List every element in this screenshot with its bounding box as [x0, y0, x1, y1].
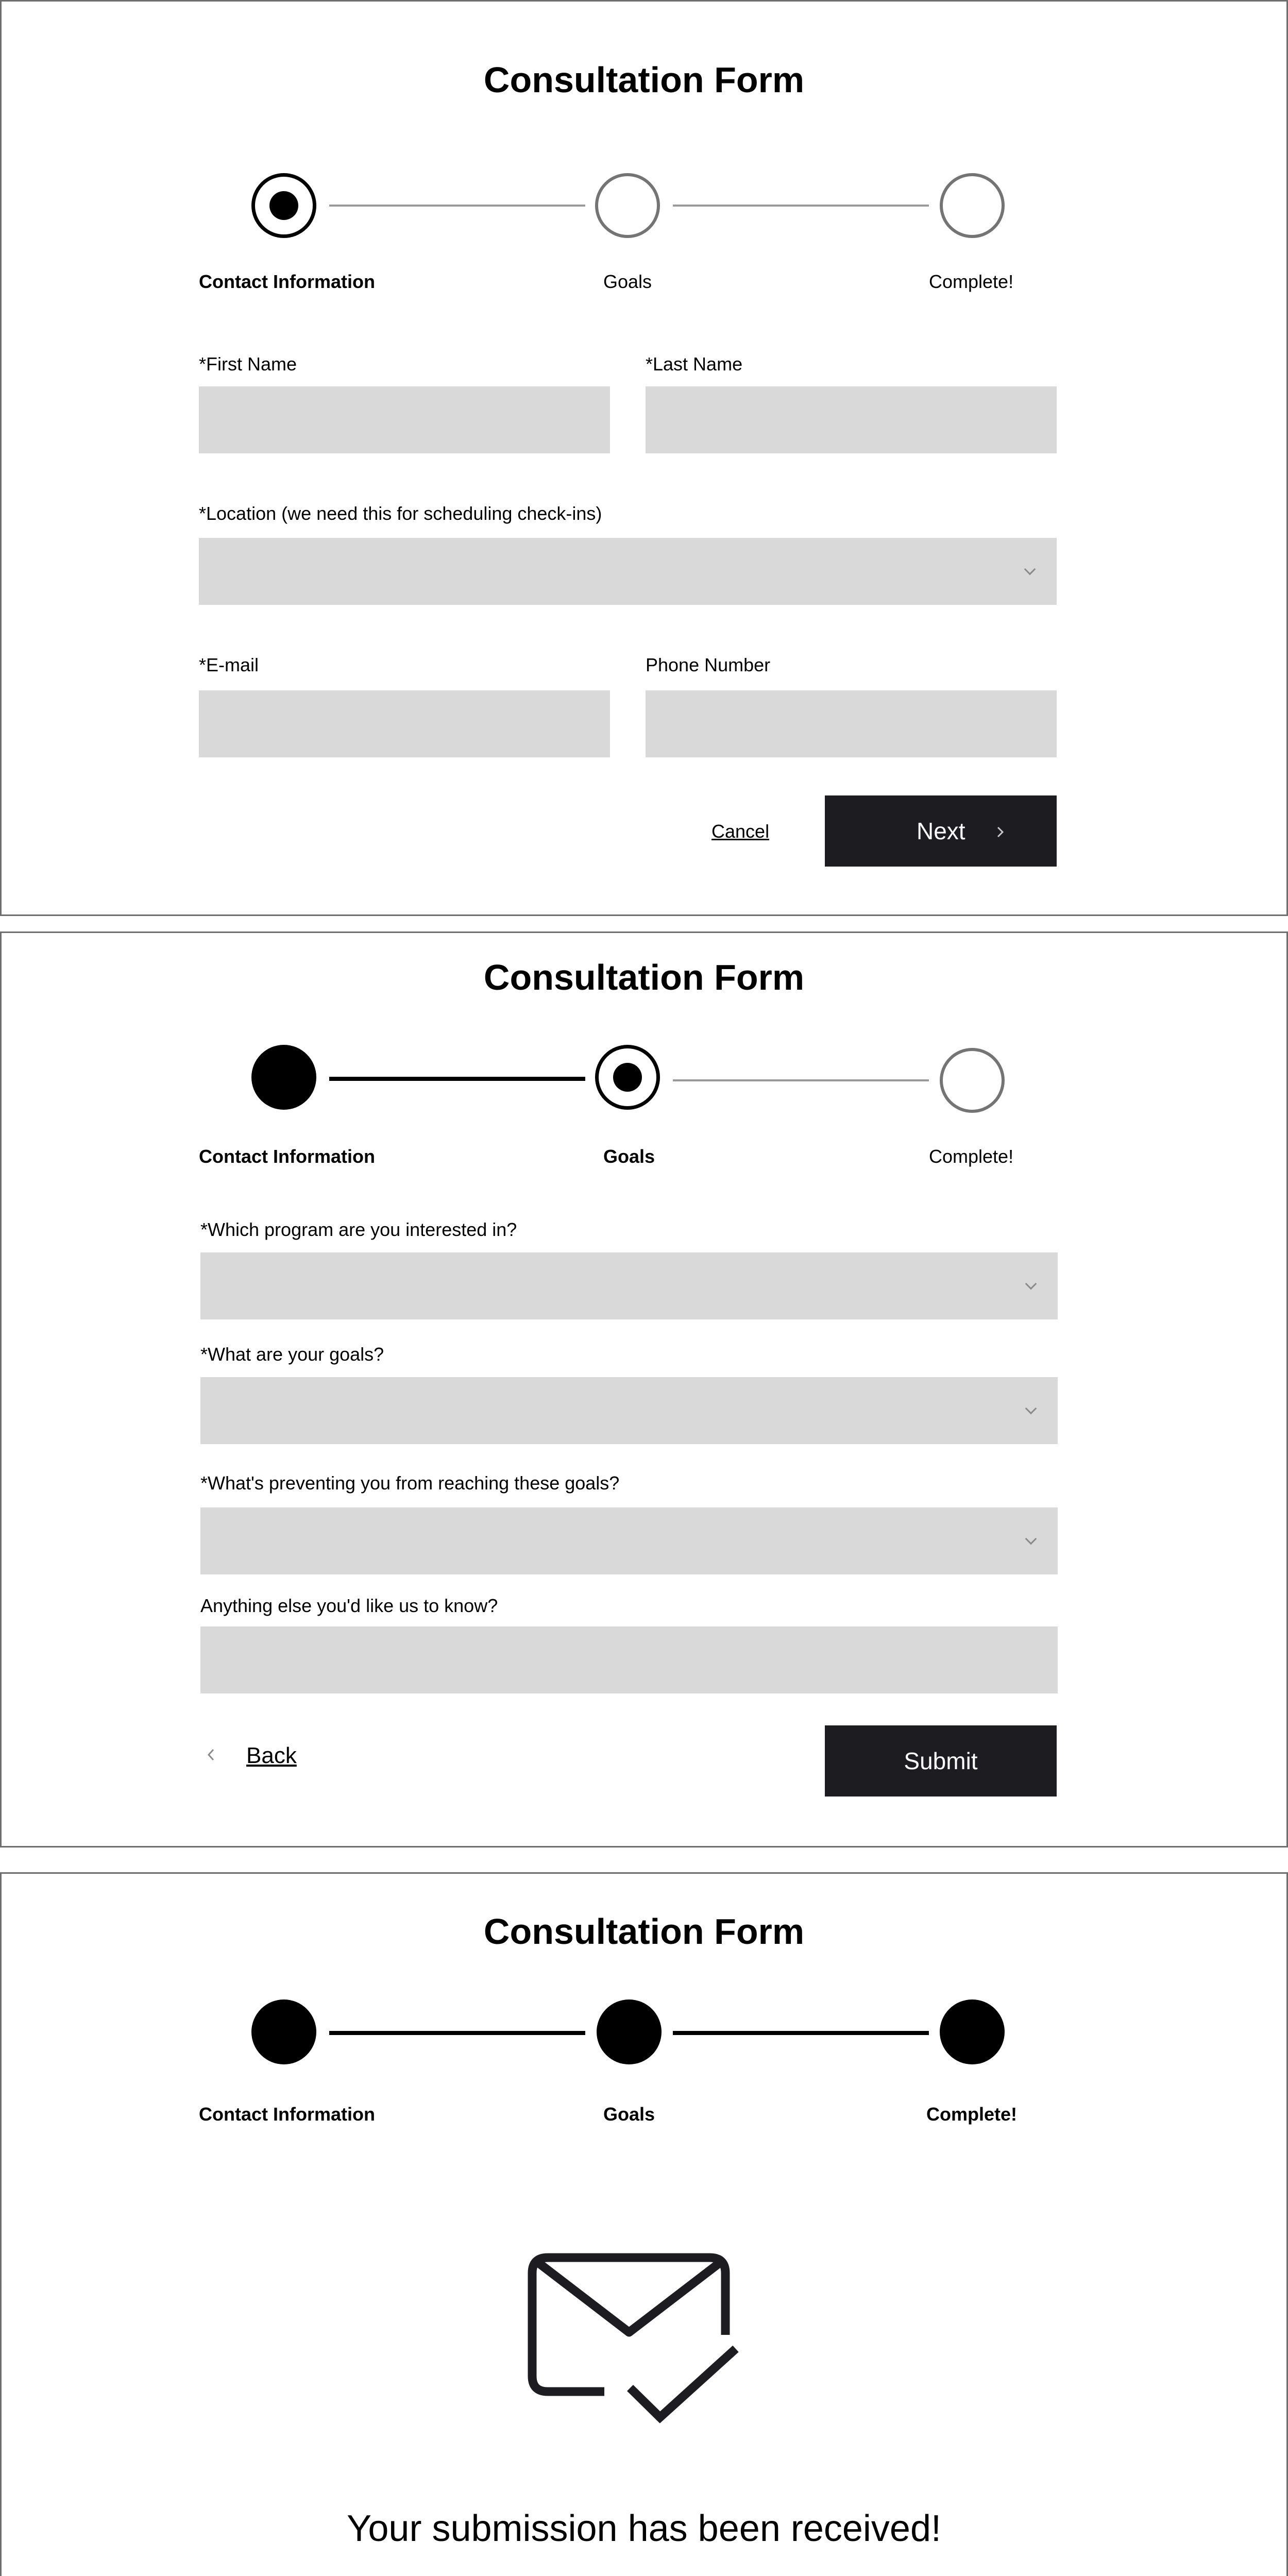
goals-select[interactable] [200, 1377, 1058, 1444]
step-label-goals: Goals [603, 1146, 655, 1167]
phone-label: Phone Number [646, 654, 771, 675]
step-label-complete: Complete! [929, 1146, 1014, 1167]
anything-else-input[interactable] [200, 1626, 1058, 1693]
last-name-input[interactable] [646, 386, 1057, 453]
first-name-label: *First Name [199, 353, 297, 375]
location-select[interactable] [199, 538, 1057, 605]
obstacles-select[interactable] [200, 1507, 1058, 1574]
step-1-active-dot [269, 191, 298, 220]
step-connector-1 [329, 205, 585, 207]
step-2-active-dot [613, 1063, 642, 1092]
step-label-complete: Complete! [926, 2104, 1018, 2125]
step-label-contact: Contact Information [199, 2104, 375, 2125]
cancel-link[interactable]: Cancel [711, 821, 770, 842]
email-input[interactable] [199, 690, 610, 757]
step-connector-1 [329, 1077, 585, 1081]
step-3-indicator [940, 1048, 1005, 1113]
last-name-label: *Last Name [646, 353, 743, 375]
step-connector-2 [673, 2031, 929, 2035]
chevron-down-icon [1024, 564, 1036, 575]
chevron-down-icon [1025, 1403, 1037, 1415]
step-connector-1 [329, 2031, 585, 2035]
step-1-indicator [251, 173, 316, 238]
first-name-input[interactable] [199, 386, 610, 453]
step-1-indicator [251, 1045, 316, 1110]
mail-check-icon [527, 2250, 743, 2430]
step-label-complete: Complete! [929, 271, 1014, 292]
location-label: *Location (we need this for scheduling check-ins) [199, 503, 602, 524]
step-1-indicator [251, 1999, 316, 2064]
chevron-down-icon [1025, 1278, 1037, 1290]
email-label: *E-mail [199, 654, 259, 675]
step-2-indicator [595, 1045, 660, 1110]
goals-step-panel [0, 931, 1288, 1848]
next-button-label: Next [917, 818, 965, 844]
obstacles-label: *What's preventing you from reaching these goals? [200, 1472, 620, 1494]
submit-button[interactable]: Submit [825, 1725, 1057, 1797]
step-label-contact: Contact Information [199, 1146, 375, 1167]
goals-label: *What are your goals? [200, 1344, 384, 1365]
step-label-contact: Contact Information [199, 271, 375, 292]
step-2-indicator [597, 1999, 662, 2064]
step-2-indicator [595, 173, 660, 238]
step-connector-2 [673, 1079, 929, 1081]
form-title: Consultation Form [483, 957, 805, 997]
form-title: Consultation Form [483, 1911, 805, 1952]
phone-input[interactable] [646, 690, 1057, 757]
step-label-goals: Goals [603, 2104, 655, 2125]
submission-received-message: Your submission has been received! [346, 2508, 942, 2549]
step-3-indicator [940, 1999, 1005, 2064]
program-label: *Which program are you interested in? [200, 1219, 517, 1240]
complete-step-panel [0, 1872, 1288, 2576]
step-3-indicator [940, 173, 1005, 238]
form-title: Consultation Form [483, 60, 805, 100]
back-link[interactable]: Back [246, 1743, 297, 1768]
contact-information-step-panel [0, 0, 1288, 916]
anything-else-label: Anything else you'd like us to know? [200, 1595, 498, 1616]
step-connector-2 [673, 205, 929, 207]
next-button[interactable] [825, 795, 1057, 867]
chevron-left-icon[interactable] [206, 1747, 217, 1762]
step-label-goals: Goals [603, 271, 652, 292]
chevron-down-icon [1025, 1533, 1037, 1545]
chevron-right-icon [995, 825, 1006, 839]
program-select[interactable] [200, 1252, 1058, 1319]
